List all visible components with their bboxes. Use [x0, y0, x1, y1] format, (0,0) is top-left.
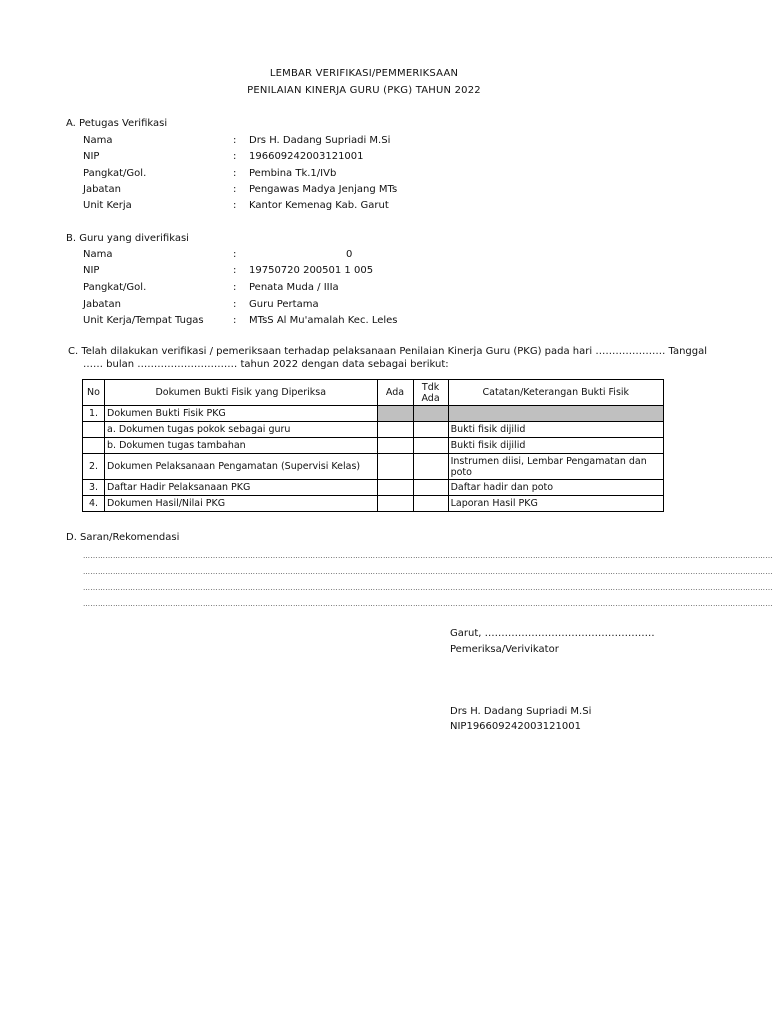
document-title: LEMBAR VERIFIKASI/PEMMERIKSAAN: [269, 68, 459, 79]
field-colon: :: [233, 315, 237, 326]
verifier-name: Drs H. Dadang Supriadi M.Si: [249, 135, 391, 146]
field-colon: :: [233, 168, 237, 179]
verifier-rank: Pembina Tk.1/IVb: [249, 168, 337, 179]
row-ada-cell: [377, 422, 413, 438]
teacher-unit: MTsS Al Mu'amalah Kec. Leles: [249, 315, 398, 326]
section-a-heading: A. Petugas Verifikasi: [66, 118, 168, 129]
row-document: Daftar Hadir Pelaksanaan PKG: [105, 480, 377, 496]
header-no: No: [83, 380, 105, 406]
row-no: 3.: [83, 480, 105, 496]
row-tidak-ada-cell: [413, 406, 448, 422]
row-tidak-ada-cell: [413, 480, 448, 496]
field-colon: :: [233, 135, 237, 146]
table-row: [83, 438, 664, 454]
verifier-position: Pengawas Madya Jenjang MTs: [249, 184, 398, 195]
row-ada-cell: [377, 438, 413, 454]
field-colon: :: [233, 265, 237, 276]
teacher-position: Guru Pertama: [249, 299, 319, 310]
table-header-row: [83, 380, 664, 406]
field-label: Jabatan: [83, 184, 121, 195]
row-note: Bukti fisik dijilid: [448, 422, 663, 438]
field-label: Jabatan: [83, 299, 121, 310]
field-colon: :: [233, 184, 237, 195]
row-note-line2: poto: [450, 466, 472, 478]
row-note: [448, 406, 663, 422]
row-ada-cell: [377, 454, 413, 480]
verifier-unit: Kantor Kemenag Kab. Garut: [249, 200, 389, 211]
field-colon: :: [233, 200, 237, 211]
field-label: Nama: [83, 249, 113, 260]
section-b-heading: B. Guru yang diverifikasi: [66, 233, 189, 244]
header-notes: Catatan/Keterangan Bukti Fisik: [448, 380, 663, 406]
row-no: [83, 438, 105, 454]
signature-place-date: Garut, ……………………………………………: [450, 628, 655, 639]
row-note-line1: Instrumen diisi, Lembar Pengamatan dan: [450, 455, 647, 467]
row-no: 1.: [83, 406, 105, 422]
row-tidak-ada-cell: [413, 454, 448, 480]
field-label: Nama: [83, 135, 113, 146]
row-document: b. Dokumen tugas tambahan: [105, 438, 377, 454]
table-row: [83, 422, 664, 438]
table-row: [83, 454, 664, 480]
field-colon: :: [233, 299, 237, 310]
row-ada-cell: [377, 496, 413, 512]
section-c-line2: …… bulan ………………………… tahun 2022 dengan data sebagai berikut:: [83, 359, 449, 370]
header-tdk-line2: Ada: [421, 392, 440, 404]
teacher-nip: 19750720 200501 1 005: [249, 265, 374, 276]
field-colon: :: [233, 151, 237, 162]
document-subtitle: PENILAIAN KINERJA GURU (PKG) TAHUN 2022: [247, 85, 481, 96]
row-document: Dokumen Pelaksanaan Pengamatan (Supervisi Kelas): [105, 454, 377, 480]
table-row: [83, 480, 664, 496]
row-tidak-ada-cell: [413, 496, 448, 512]
verification-table: [82, 379, 664, 512]
recommendation-line: ……………………………………………………………………………………………………………………………………………………………………………………………………………………………………………………: [83, 584, 773, 592]
verifier-nip: 196609242003121001: [249, 151, 364, 162]
field-colon: :: [233, 249, 237, 260]
header-document: Dokumen Bukti Fisik yang Diperiksa: [105, 380, 377, 406]
field-label: Unit Kerja/Tempat Tugas: [83, 315, 204, 326]
section-c-line1: C. Telah dilakukan verifikasi / pemeriksaan terhadap pelaksanaan Penilaian Kinerja Guru (PKG) pada hari ………………… Tanggal: [68, 346, 708, 357]
row-tidak-ada-cell: [413, 422, 448, 438]
field-label: NIP: [83, 151, 100, 162]
row-no: [83, 422, 105, 438]
table-row: [83, 406, 664, 422]
teacher-name: 0: [346, 249, 353, 260]
row-note: Daftar hadir dan poto: [448, 480, 663, 496]
header-ada: Ada: [377, 380, 413, 406]
signature-nip: NIP196609242003121001: [450, 721, 581, 732]
row-note: [448, 454, 663, 480]
row-tidak-ada-cell: [413, 438, 448, 454]
row-note: Laporan Hasil PKG: [448, 496, 663, 512]
header-tdk-line1: Tdk: [421, 381, 440, 393]
signature-name: Drs H. Dadang Supriadi M.Si: [450, 706, 592, 717]
section-d-heading: D. Saran/Rekomendasi: [66, 532, 180, 543]
signature-role: Pemeriksa/Verivikator: [450, 644, 559, 655]
recommendation-line: ……………………………………………………………………………………………………………………………………………………………………………………………………………………………………………………: [83, 568, 773, 576]
row-ada-cell: [377, 480, 413, 496]
teacher-rank: Penata Muda / IIIa: [249, 282, 339, 293]
table-row: [83, 496, 664, 512]
row-document: Dokumen Hasil/Nilai PKG: [105, 496, 377, 512]
recommendation-line: ……………………………………………………………………………………………………………………………………………………………………………………………………………………………………………………: [83, 552, 773, 560]
field-label: Unit Kerja: [83, 200, 132, 211]
field-label: Pangkat/Gol.: [83, 168, 147, 179]
row-note: Bukti fisik dijilid: [448, 438, 663, 454]
field-label: NIP: [83, 265, 100, 276]
header-tidak-ada: [413, 380, 448, 406]
row-document: a. Dokumen tugas pokok sebagai guru: [105, 422, 377, 438]
row-document: Dokumen Bukti Fisik PKG: [105, 406, 377, 422]
field-label: Pangkat/Gol.: [83, 282, 147, 293]
row-no: 2.: [83, 454, 105, 480]
row-no: 4.: [83, 496, 105, 512]
recommendation-line: ……………………………………………………………………………………………………………………………………………………………………………………………………………………………………………………: [83, 600, 773, 608]
field-colon: :: [233, 282, 237, 293]
row-ada-cell: [377, 406, 413, 422]
